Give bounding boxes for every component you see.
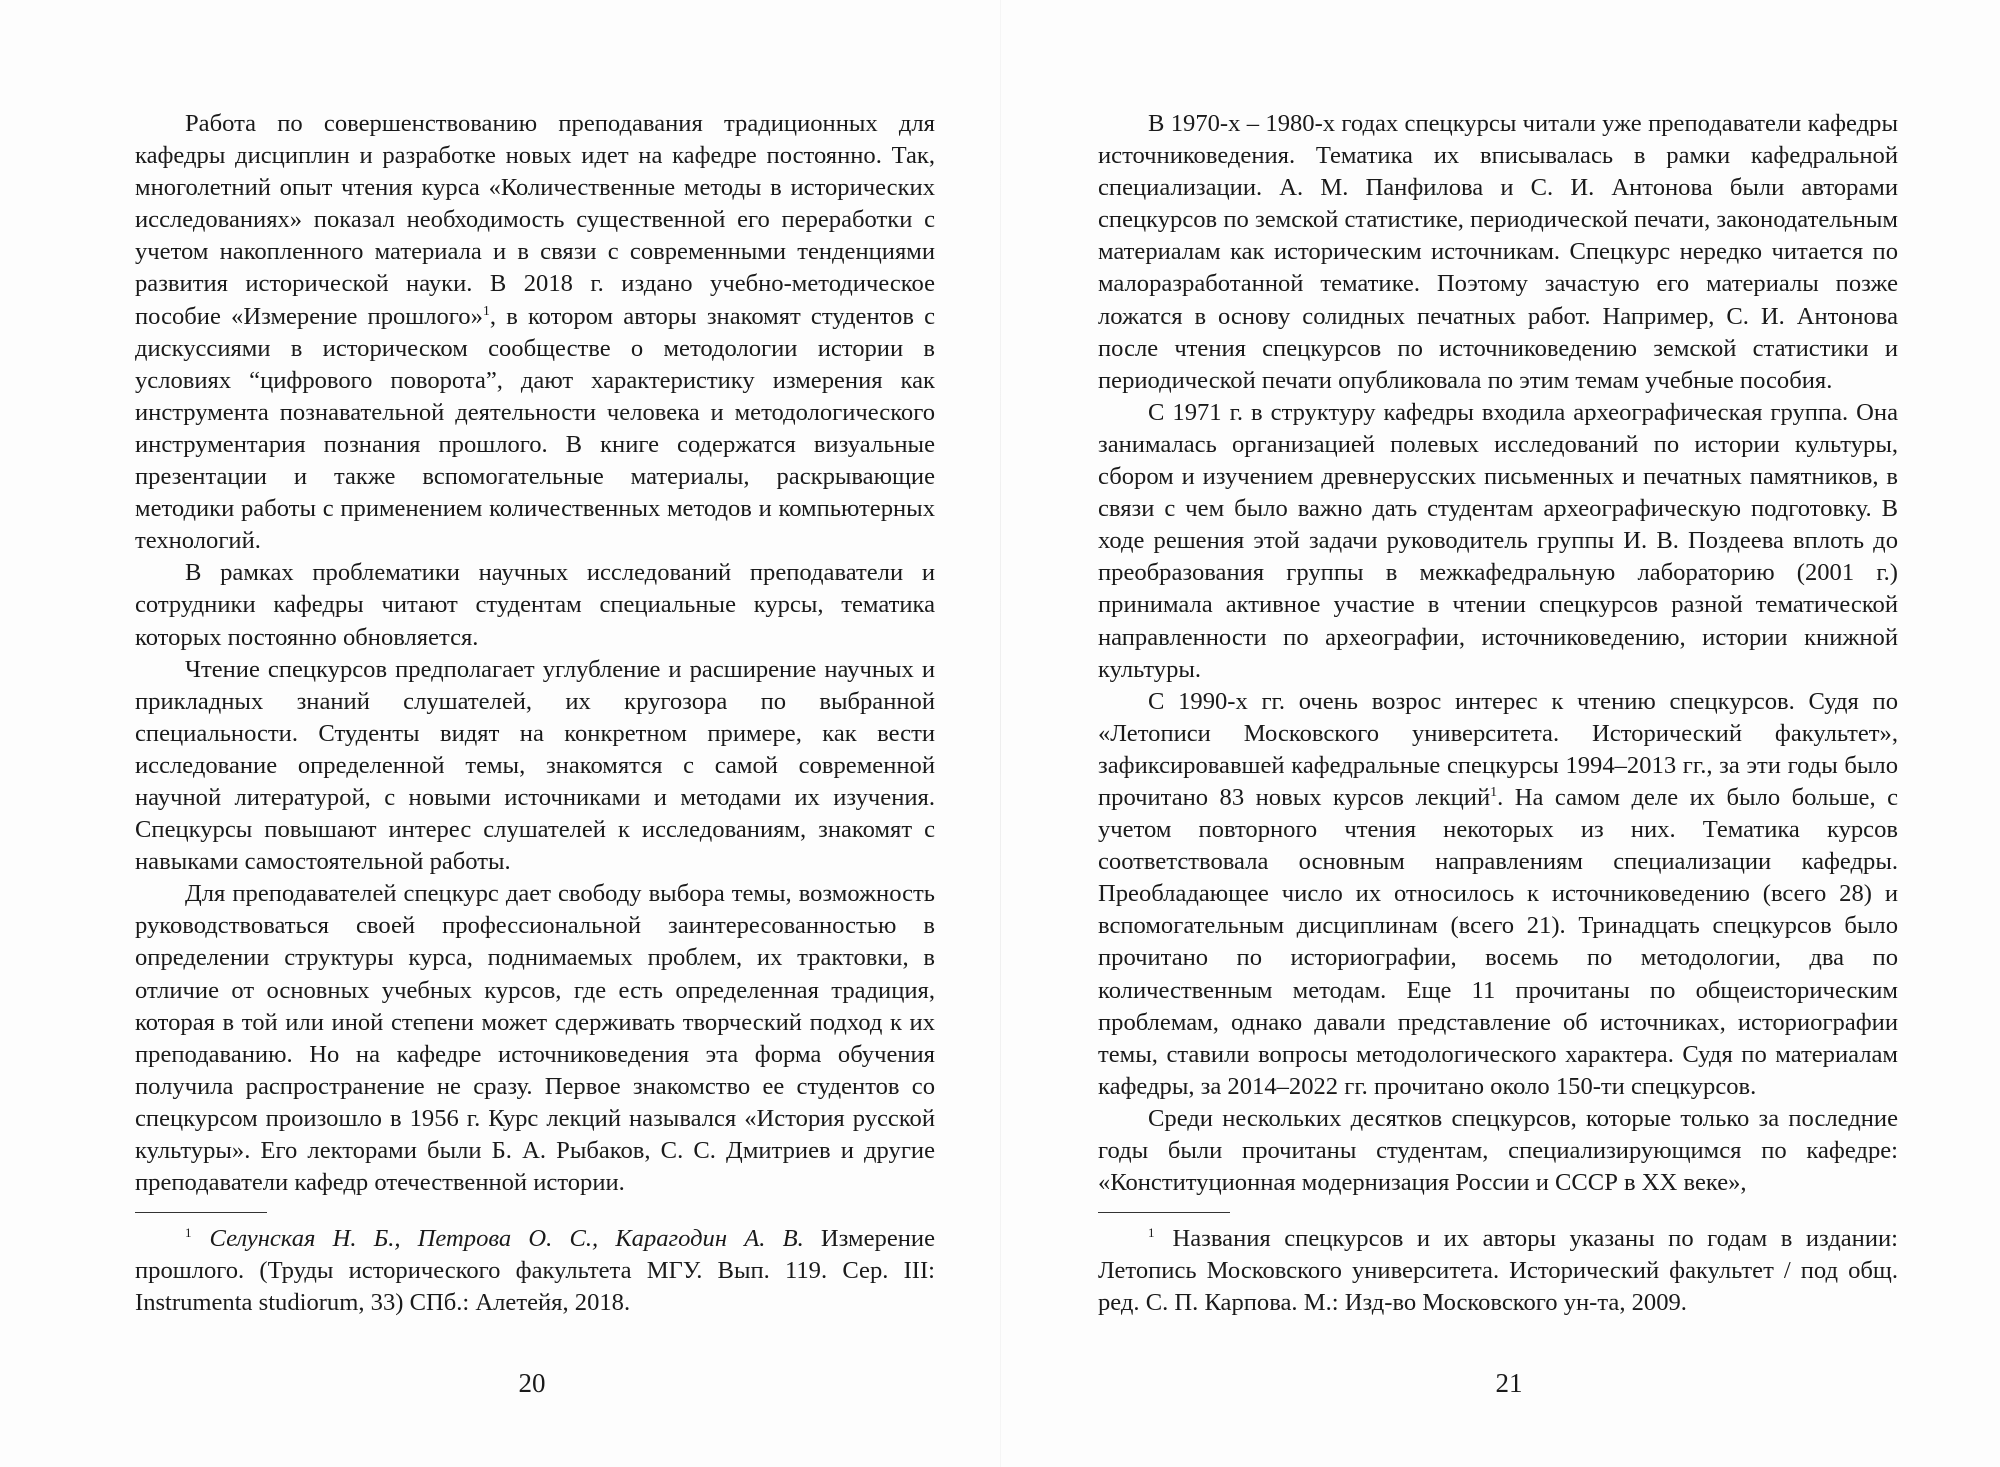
right-page <box>1098 108 1898 1319</box>
footnote-text: Измерение прошлого. (Труды исторического факультета МГУ. Вып. 119. Сер. III: Instrumenta studiorum, 33) СПб.: Алетейя, 2018. <box>135 1225 935 1317</box>
right-footnote <box>1098 1223 1898 1319</box>
right-paragraph-4: Среди нескольких десятков спецкурсов, которые только за последние годы были прочитаны студентам, специализирующимся по кафедре: «Конституционная модернизация России и СССР в XX веке», <box>1098 1104 1898 1197</box>
page-gutter <box>1000 0 1001 1467</box>
right-paragraph-3-text: С 1990-х гг. очень возрос интерес к чтению спецкурсов. Судя по «Летописи Московского университета. Исторический факультет», зафиксировавшей кафедральные спецкурсы 1994–2013 гг., за эти годы было прочитано 83 новых курсов лекций <box>1098 687 1898 811</box>
footnote-reference: 1 <box>482 303 490 319</box>
right-paragraph-3-tail: . На самом деле их было больше, с учетом повторного чтения некоторых из них. Тематика курсов соответствовала основным направлениям специализации кафедры. Преобладающее число их относилось к источниковедению (всего 28) и вспомогательным дисциплинам (всего 21). Тринадцать спецкурсов было прочитано по историографии, восемь по методологии, два по количественным методам. Еще 11 прочитаны по общеисторическим проблемам, однако давали представление об источниках, историографии темы, ставили вопросы методологического характера. Судя по материалам кафедры, за 2014–2022 гг. прочитано около 150-ти спецкурсов. <box>1098 783 1899 1100</box>
left-paragraph-1-text: Работа по совершенствованию преподавания традиционных для кафедры дисциплин и разработке новых идет на кафедре постоянно. Так, многолетний опыт чтения курса «Количественные методы в исторических исследованиях» показал необходимость существенной его переработки с учетом накопленного материала и в связи с современными тенденциями развития исторической науки. В 2018 г. издано учебно-методическое пособие «Измерение прошлого» <box>135 110 935 330</box>
footnote-authors: Селунская Н. Б., Петрова О. С., Карагодин А. В. <box>209 1225 804 1253</box>
right-page-number: 21 <box>1495 1368 1523 1398</box>
left-paragraph-1-tail: , в котором авторы знакомят студентов с дискуссиями в историческом сообществе о методологии истории в условиях “цифрового поворота”, дают характеристику измерения как инструмента познавательной деятельности человека и методологического инструментария познания прошлого. В книге содержатся визуальные презентации и также вспомогательные материалы, раскрывающие методики работы с применением количественных методов и компьютерных технологий. <box>135 302 936 555</box>
right-paragraph-3 <box>1098 686 1898 1103</box>
footnote-text: Названия спецкурсов и их авторы указаны по годам в издании: Летопись Московского университета. Исторический факультет / под общ. ред. С. П. Карпова. М.: Изд-во Московского ун-та, 2009. <box>1098 1225 1898 1317</box>
left-paragraph-3: Чтение спецкурсов предполагает углубление и расширение научных и прикладных знаний слушателей, их кругозора по выбранной специальности. Студенты видят на конкретном примере, как вести исследование определенной темы, знакомятся с самой современной научной литературой, с новыми источниками и методами их изучения. Спецкурсы повышают интерес слушателей к исследованиям, знакомят с навыками самостоятельной работы. <box>135 655 935 876</box>
footnote-mark: 1 <box>185 1225 192 1240</box>
footnote-mark: 1 <box>1148 1225 1155 1240</box>
footnote-divider <box>135 1212 267 1213</box>
left-paragraph-1 <box>135 108 935 557</box>
left-paragraph-4: Для преподавателей спецкурс дает свободу выбора темы, возможность руководствоваться своей профессиональной заинтересованностью в определении структуры курса, поднимаемых проблем, их трактовки, в отличие от основных учебных курсов, где есть определенная традиция, которая в той или иной степени может сдерживать творческий подход к их преподаванию. Но на кафедре источниковедения эта форма обучения получила распространение не сразу. Первое знакомство ее студентов со спецкурсом произошло в 1956 г. Курс лекций назывался «История русской культуры». Его лекторами были Б. А. Рыбаков, С. С. Дмитриев и другие преподаватели кафедр отечественной истории. <box>135 880 935 1197</box>
left-footnote <box>135 1223 935 1319</box>
left-page-number: 20 <box>518 1368 546 1398</box>
left-page <box>135 108 935 1319</box>
right-paragraph-2: С 1971 г. в структуру кафедры входила археографическая группа. Она занималась организацией полевых исследований по истории культуры, сбором и изучением древнерусских письменных и печатных памятников, в связи с чем было важно дать студентам археографическую подготовку. В ходе решения этой задачи руководитель группы И. В. Поздеева вплоть до преобразования группы в межкафедральную лабораторию (2001 г.) принимала активное участие в чтении спецкурсов разной тематической направленности по археографии, источниковедению, истории книжной культуры. <box>1098 398 1898 683</box>
footnote-divider <box>1098 1212 1230 1213</box>
left-paragraph-2: В рамках проблематики научных исследований преподаватели и сотрудники кафедры читают студентам специальные курсы, тематика которых постоянно обновляется. <box>135 559 935 651</box>
footnote-reference: 1 <box>1490 784 1498 800</box>
right-paragraph-1: В 1970-х – 1980-х годах спецкурсы читали уже преподаватели кафедры источниковедения. Тематика их вписывалась в рамки кафедральной специализации. А. М. Панфилова и С. И. Антонова были авторами спецкурсов по земской статистике, периодической печати, законодательным материалам как историческим источникам. Спецкурс нередко читается по малоразработанной тематике. Поэтому зачастую его материалы позже ложатся в основу солидных печатных работ. Например, С. И. Антонова после чтения спецкурсов по источниковедению земской статистики и периодической печати опубликовала по этим темам учебные пособия. <box>1098 110 1898 394</box>
